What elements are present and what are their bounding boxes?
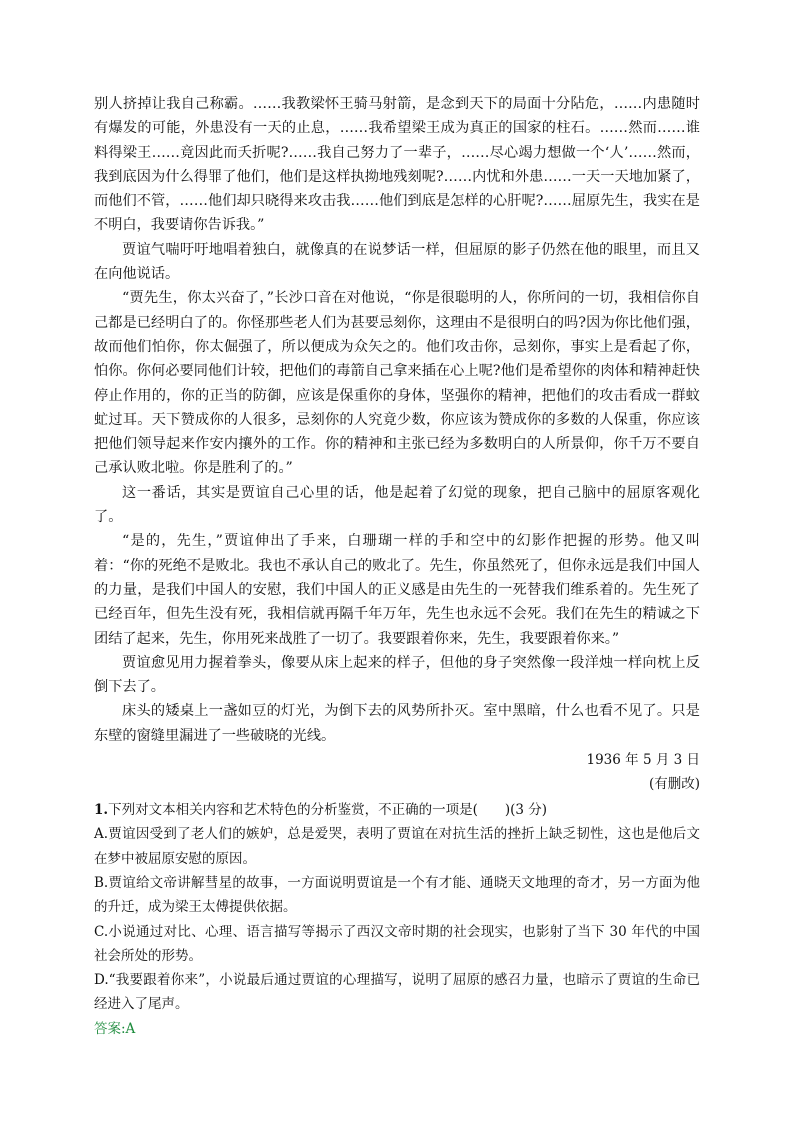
passage-body <box>94 92 700 748</box>
option-c: C.小说通过对比、心理、语言描写等揭示了西汉文帝时期的社会现实，也影射了当下 30 年代的中国社会所处的形势。 <box>94 923 700 964</box>
passage-paragraph: 这一番话，其实是贾谊自己心里的话，他是起着了幻觉的现象，把自己脑中的屈原客观化了。 <box>94 484 700 526</box>
question-number: 1. <box>94 802 109 819</box>
answer: 答案:A <box>94 1020 136 1037</box>
passage-note: (有删改) <box>648 776 700 793</box>
option-a: A.贾谊因受到了老人们的嫉妒，总是爱哭，表明了贾谊在对抗生活的挫折上缺乏韧性，这也是他后文在梦中被屈原安慰的原因。 <box>94 826 700 867</box>
option-b: B.贾谊给文帝讲解彗星的故事，一方面说明贾谊是一个有才能、通晓天文地理的奇才，另一方面为他的升迁，成为梁王太傅提供依据。 <box>94 874 700 916</box>
passage-paragraph: “贾先生，你太兴奋了，”长沙口音在对他说，“你是很聪明的人，你所问的一切，我相信你自己都是已经明白了的。你怪那些老人们为甚要忌刻你，这理由不是很明白的吗?因为你比他们强，故而他们怕你，你太倔强了，所以便成为众矢之的。他们攻击你，忌刻你，事实上是看起了你，怕你。你何必要同他们计较，把他们的毒箭自己拿来插在心上呢?他们是希望你的肉体和精神赶快停止作用的，你的正当的防御，应该是保重你的身体，坚强你的精神，把他们的攻击看成一群蚊虻过耳。天下赞成你的人很多，忌刻你的人究竟少数，你应该为赞成你的多数的人保重，你应该把他们领导起来作安内攘外的工作。你的精神和主张已经为多数明白的人所景仰，你千万不要自己承认败北啦。你是胜利了的。” <box>94 290 700 477</box>
question-stem <box>94 798 700 822</box>
passage-paragraph: 贾谊愈见用力握着拳头，像要从床上起来的样子，但他的身子突然像一段洋烛一样向枕上反倒下去了。 <box>94 654 700 696</box>
question-stem-text: 下列对文本相关内容和艺术特色的分析鉴赏，不正确的一项是( )(3 分) <box>108 802 548 819</box>
passage-paragraph: 床头的矮桌上一盏如豆的灯光，为倒下去的风势所扑灭。室中黑暗，什么也看不见了。只是东壁的窗缝里漏进了一些破晓的光线。 <box>94 703 700 744</box>
document-page <box>94 92 700 1041</box>
passage-paragraph: 贾谊气喘吁吁地唱着独白，就像真的在说梦话一样，但屈原的影子仍然在他的眼里，而且又在向他说话。 <box>94 241 700 283</box>
passage-paragraph: 别人挤掉让我自己称霸。……我教梁怀王骑马射箭，是念到天下的局面十分阽危，……内患随时有爆发的可能，外患没有一天的止息，……我希望梁王成为真正的国家的柱石。……然而……谁料得梁王……竟因此而夭折呢?……我自己努力了一辈子，……尽心竭力想做一个‘人’……然而，我到底因为什么得罪了他们，他们是这样执拗地残刻呢?……内忧和外患……一天一天地加紧了，而他们不管，……他们却只晓得来攻击我……他们到底是怎样的心肝呢?……屈原先生，我实在是不明白，我要请你告诉我。” <box>94 96 700 234</box>
passage-paragraph: “是的，先生，”贾谊伸出了手来，白珊瑚一样的手和空中的幻影作把握的形势。他又叫着：“你的死绝不是败北。我也不承认自己的败北了。先生，你虽然死了，但你永远是我们中国人的力量，是我们中国人的安慰，我们中国人的正义感是由先生的一死替我们维系着的。先生死了已经百年，但先生没有死，我相信就再隔千年万年，先生也永远不会死。我们在先生的精诚之下团结了起来，先生，你用死来战胜了一切了。我要跟着你来，先生，我要跟着你来。” <box>94 533 700 647</box>
option-d: D.“我要跟着你来”，小说最后通过贾谊的心理描写，说明了屈原的感召力量，也暗示了贾谊的生命已经进入了尾声。 <box>94 972 700 1013</box>
passage-date: 1936 年 5 月 3 日 <box>586 752 700 769</box>
